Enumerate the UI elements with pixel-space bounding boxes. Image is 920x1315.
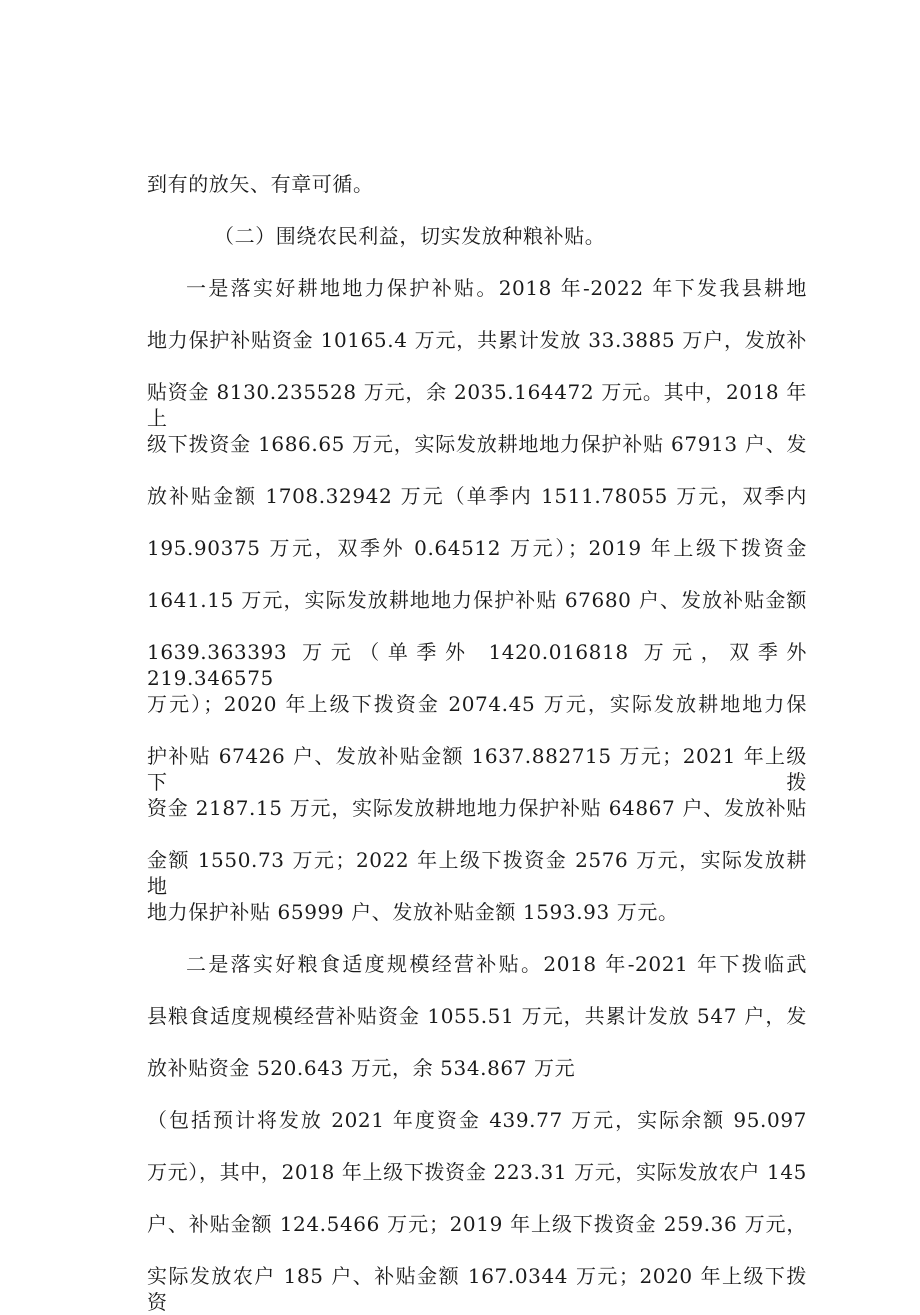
text-line-21: 户、补贴金额 124.5466 万元；2019 年上级下拨资金 259.36 万元， bbox=[147, 1212, 807, 1236]
text-line-18: 放补贴资金 520.643 万元，余 534.867 万元 bbox=[147, 1056, 576, 1080]
section-heading: （二）围绕农民利益，切实发放种粮补贴。 bbox=[214, 224, 606, 248]
text-line-22: 实际发放农户 185 户、补贴金额 167.0344 万元；2020 年上级下拨资 bbox=[147, 1264, 807, 1314]
text-line-13: 资金 2187.15 万元，实际发放耕地地力保护补贴 64867 户、发放补贴 bbox=[147, 796, 807, 820]
text-line-3: 一是落实好耕地地力保护补贴。2018 年-2022 年下发我县耕地 bbox=[186, 276, 807, 300]
text-line-9: 1641.15 万元，实际发放耕地地力保护补贴 67680 户、发放补贴金额 bbox=[147, 588, 807, 612]
text-line-14: 金额 1550.73 万元；2022 年上级下拨资金 2576 万元，实际发放耕地 bbox=[147, 848, 807, 898]
text-line-6: 级下拨资金 1686.65 万元，实际发放耕地地力保护补贴 67913 户、发 bbox=[147, 432, 807, 456]
text-line-19: （包括预计将发放 2021 年度资金 439.77 万元，实际余额 95.097 bbox=[147, 1108, 807, 1132]
text-line-10: 1639.363393 万元（单季外 1420.016818 万元，双季外 219.346575 bbox=[147, 640, 807, 690]
text-line-15: 地力保护补贴 65999 户、发放补贴金额 1593.93 万元。 bbox=[147, 900, 679, 924]
text-line-1: 到有的放矢、有章可循。 bbox=[147, 172, 374, 196]
text-line-8: 195.90375 万元，双季外 0.64512 万元）；2019 年上级下拨资金 bbox=[147, 536, 807, 560]
text-line-5: 贴资金 8130.235528 万元，余 2035.164472 万元。其中，2018 年上 bbox=[147, 380, 807, 430]
text-line-12: 护补贴 67426 户、发放补贴金额 1637.882715 万元；2021 年上级下拨 bbox=[147, 744, 807, 794]
text-line-20: 万元），其中，2018 年上级下拨资金 223.31 万元，实际发放农户 145 bbox=[147, 1160, 807, 1184]
text-line-16: 二是落实好粮食适度规模经营补贴。2018 年-2021 年下拨临武 bbox=[186, 952, 807, 976]
text-line-11: 万元）；2020 年上级下拨资金 2074.45 万元，实际发放耕地地力保 bbox=[147, 692, 807, 716]
text-line-4: 地力保护补贴资金 10165.4 万元，共累计发放 33.3885 万户，发放补 bbox=[147, 328, 807, 352]
text-line-17: 县粮食适度规模经营补贴资金 1055.51 万元，共累计发放 547 户，发 bbox=[147, 1004, 807, 1028]
text-line-7: 放补贴金额 1708.32942 万元（单季内 1511.78055 万元，双季内 bbox=[147, 484, 807, 508]
